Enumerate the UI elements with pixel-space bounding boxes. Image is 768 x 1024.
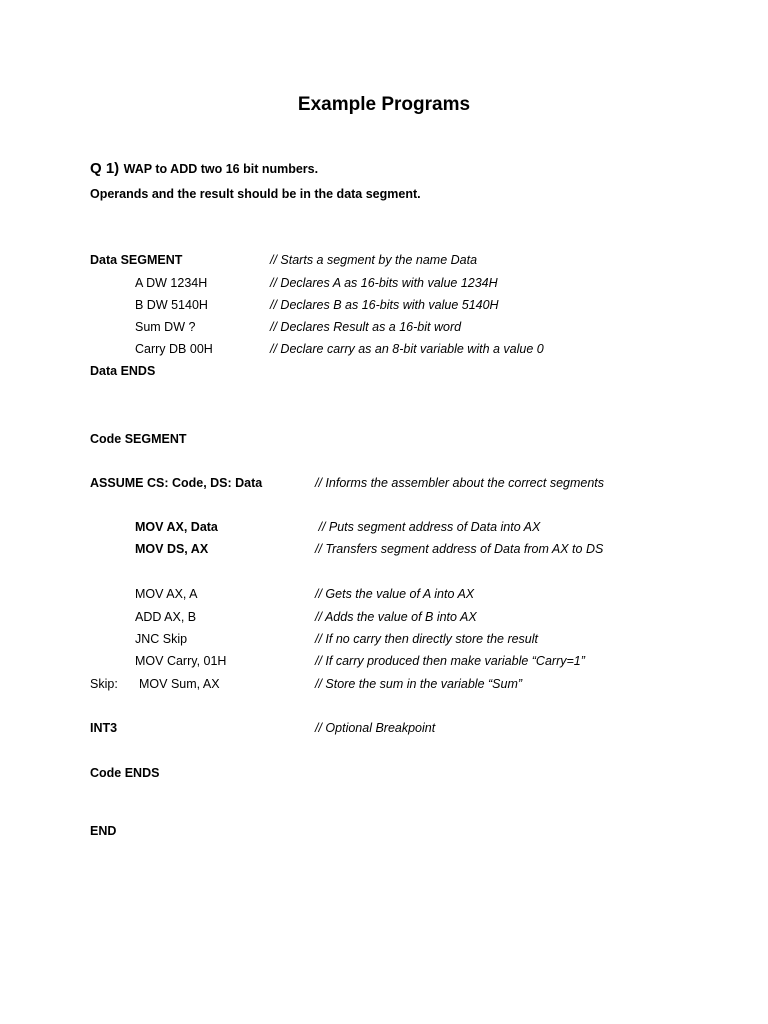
program-end: END	[90, 824, 117, 838]
code-line: A DW 1234H	[135, 276, 208, 290]
code-comment: // Adds the value of B into AX	[315, 610, 477, 624]
code-comment: // If no carry then directly store the result	[315, 632, 539, 646]
question-number: Q 1)	[90, 160, 120, 177]
data-segment-end: Data ENDS	[90, 364, 156, 378]
code-segment-end: Code ENDS	[90, 766, 160, 780]
code-comment: // Puts segment address of Data into AX	[315, 520, 541, 534]
code-comment: // Declares B as 16-bits with value 5140H	[270, 298, 499, 312]
code-line: JNC Skip	[135, 632, 188, 646]
code-comment: // Store the sum in the variable “Sum”	[315, 677, 523, 691]
code-line: B DW 5140H	[135, 298, 208, 312]
assume-directive: ASSUME CS: Code, DS: Data	[90, 476, 263, 490]
int3-comment: // Optional Breakpoint	[315, 721, 436, 735]
code-comment: // Declares A as 16-bits with value 1234H	[270, 276, 498, 290]
data-segment-start-comment: // Starts a segment by the name Data	[270, 253, 478, 267]
code-label: Skip:	[90, 677, 118, 691]
code-line: Sum DW ?	[135, 320, 196, 334]
question-text: WAP to ADD two 16 bit numbers.	[123, 162, 319, 176]
assume-comment: // Informs the assembler about the correct segments	[315, 476, 605, 490]
int3-instruction: INT3	[90, 721, 118, 735]
data-segment-start: Data SEGMENT	[90, 253, 183, 267]
code-comment: // Declares Result as a 16-bit word	[270, 320, 462, 334]
code-comment: // Declare carry as an 8-bit variable with a value 0	[270, 342, 544, 356]
code-comment: // If carry produced then make variable “Carry=1”	[315, 654, 585, 668]
code-line: MOV Sum, AX	[139, 677, 220, 691]
code-line: ADD AX, B	[135, 610, 197, 624]
code-segment-start: Code SEGMENT	[90, 432, 187, 446]
code-comment: // Gets the value of A into AX	[315, 587, 475, 601]
code-line: Carry DB 00H	[135, 342, 213, 356]
code-line: MOV AX, A	[135, 587, 198, 601]
code-comment: // Transfers segment address of Data from AX to DS	[315, 542, 604, 556]
question-subtext: Operands and the result should be in the data segment.	[90, 187, 421, 201]
page-title: Example Programs	[297, 94, 471, 115]
code-line: MOV Carry, 01H	[135, 654, 227, 668]
code-line: MOV AX, Data	[135, 520, 218, 534]
code-line: MOV DS, AX	[135, 542, 209, 556]
question-heading	[90, 161, 318, 177]
